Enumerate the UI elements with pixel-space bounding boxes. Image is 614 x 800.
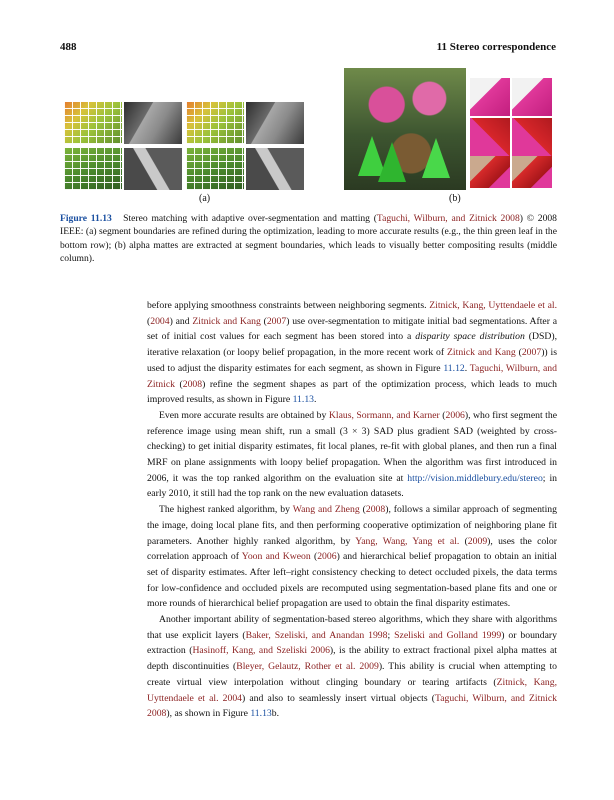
citation-link[interactable]: 2008 xyxy=(182,378,203,390)
figure-panel-b xyxy=(344,68,554,190)
cross-reference-link[interactable]: http://vision.middlebury.edu/stereo xyxy=(407,472,543,484)
caption-citation-link[interactable]: Taguchi, Wilburn, and Zitnick 2008 xyxy=(376,213,520,224)
citation-link[interactable]: 2006 xyxy=(317,551,337,563)
segmentation-image xyxy=(64,148,122,190)
paragraph-1 xyxy=(147,298,557,408)
text-run: Another important ability of segmentation-based stereo algorithms, which they share with algorithms that use explicit layers ( xyxy=(147,614,557,641)
citation-link[interactable]: Taguchi, Wilburn, and Zitnick xyxy=(147,362,557,390)
matte-closeup-image xyxy=(512,78,552,116)
matte-closeup-image xyxy=(470,156,510,188)
text-run: . xyxy=(314,394,317,406)
citation-link[interactable]: Zitnick and Kang xyxy=(192,315,261,327)
caption-text: ) © 2008 IEEE: (a) segment boundaries are refined during the optimization, leading to more accurate results (e.g., the thin green leaf in the bottom row); (b) alpha mattes are extracted at segment boundaries, which leads to visually better compositing results (middle column). xyxy=(60,213,557,265)
disparity-image xyxy=(124,102,182,144)
paragraph-3 xyxy=(147,502,557,612)
disparity-image xyxy=(124,148,182,190)
segmentation-image xyxy=(64,102,122,144)
citation-link[interactable]: Zitnick and Kang xyxy=(447,347,516,359)
text-run: ; xyxy=(387,629,395,641)
citation-link[interactable]: 2007 xyxy=(521,347,542,359)
text-run: )) is used to adjust the disparity estimates for each segment, as shown in Figure xyxy=(147,347,557,374)
citation-link[interactable]: Wang and Zheng xyxy=(292,504,360,516)
text-run: ( xyxy=(260,315,267,327)
paragraph-4 xyxy=(147,612,557,722)
text-run: before applying smoothness constraints between neighboring segments. xyxy=(147,300,430,311)
segmentation-image xyxy=(186,102,244,144)
citation-link[interactable]: 2004 xyxy=(150,315,170,327)
citation-link[interactable]: Yoon and Kweon xyxy=(241,551,311,563)
text-run: b. xyxy=(271,708,280,720)
text-run: ), uses the color correlation approach of xyxy=(147,535,558,563)
segmentation-image xyxy=(186,148,244,190)
disparity-image xyxy=(246,148,304,190)
body-text xyxy=(147,298,557,722)
caption-text: Stereo matching with adaptive over-segmentation and matting ( xyxy=(123,213,377,224)
page-number: 488 xyxy=(60,41,77,53)
text-run: ), follows a similar approach of segmenting the image, doing local plane fits, and then performing cooperative optimization of neighboring plane fit parameters. Another highly ranked algorithm, by xyxy=(147,504,557,547)
citation-link[interactable]: 2009 xyxy=(467,535,488,547)
citation-link[interactable]: Zitnick, Kang, Uyttendaele et al. 2004 xyxy=(147,676,557,704)
citation-link[interactable]: Szeliski and Golland 1999 xyxy=(394,629,502,641)
text-run: ( xyxy=(515,347,522,359)
running-header xyxy=(60,41,556,57)
text-run: ( xyxy=(359,504,366,516)
citation-link[interactable]: 2006 xyxy=(445,409,465,421)
text-run: ), who first segment the reference image using mean shift, run a small (3 × 3) SAD plus gradient SAD (weighted by cross-checking) to get initial disparity estimates, fit local planes, re-fit with global planes, and then run a final MRF on plane assignments with loopy belief propagation. When the algorithm was first introduced in 2006, it was the top ranked algorithm on the evaluation site at xyxy=(147,409,558,484)
citation-link[interactable]: Zitnick, Kang, Uyttendaele et al. xyxy=(429,300,558,311)
text-run: ). This ability is crucial when attempting to create virtual view interpolation without clinging boundary or tearing artifacts ( xyxy=(147,661,558,688)
composite-scene-image xyxy=(344,68,466,190)
text-run: ( xyxy=(174,378,183,390)
figure-panel-a xyxy=(64,102,304,190)
text-run: ), is the ability to extract fractional pixel alpha mattes at depth discontinuities ( xyxy=(147,645,557,673)
citation-link[interactable]: 2007 xyxy=(266,315,287,327)
inserted-tree-shape xyxy=(422,138,450,178)
text-run: ; in early 2010, it still had the top rank on the new evaluation datasets. xyxy=(147,472,557,500)
cross-reference-link[interactable]: 11.13 xyxy=(292,394,315,406)
subfigure-label-b: (b) xyxy=(449,193,461,204)
citation-link[interactable]: Yang, Wang, Yang et al. xyxy=(355,535,460,547)
emphasized-text: disparity space distribution xyxy=(415,331,525,343)
cross-reference-link[interactable]: 11.13 xyxy=(250,708,272,720)
subfigure-label-a: (a) xyxy=(199,193,211,204)
citation-link[interactable]: Hasinoff, Kang, and Szeliski 2006 xyxy=(192,645,330,657)
chapter-title: 11 Stereo correspondence xyxy=(436,41,556,53)
citation-link[interactable]: Baker, Szeliski, and Anandan 1998 xyxy=(245,629,388,641)
matte-closeup-image xyxy=(470,78,510,116)
disparity-image xyxy=(246,102,304,144)
text-run: ), as shown in Figure xyxy=(166,708,251,720)
text-run: ) and xyxy=(169,315,193,327)
cross-reference-link[interactable]: 11.12 xyxy=(443,362,465,374)
text-run: ( xyxy=(439,409,446,421)
figure-caption xyxy=(60,212,557,266)
citation-link[interactable]: Taguchi, Wilburn, and Zitnick 2008 xyxy=(147,692,557,720)
text-run: . xyxy=(464,362,470,374)
matte-closeup-image xyxy=(512,156,552,188)
text-run: ( xyxy=(459,535,468,547)
citation-link[interactable]: 2008 xyxy=(365,504,386,516)
text-run: ( xyxy=(310,551,318,563)
text-run: Even more accurate results are obtained by xyxy=(159,409,329,421)
caption-label: Figure 11.13 xyxy=(60,213,112,224)
text-run: ) and hierarchical belief propagation to obtain an initial set of disparity estimates. After left–right consistency checking to detect occluded pixels, the data terms for low-confidence and occluded pixels are recomputed using segmentation-based plane fits and one or more rounds of hierarchical belief propagation are used to obtain the final disparity estimates. xyxy=(147,551,557,610)
text-run: ) and also to seamlessly insert virtual objects ( xyxy=(242,692,435,704)
text-run: ) or boundary extraction ( xyxy=(147,629,557,657)
text-run: ) use over-segmentation to mitigate initial bad segmentations. After a set of initial cost values for each segment has been stored into a xyxy=(147,315,558,343)
text-run: ) refine the segment shapes as part of the optimization process, which leads to much improved results, as shown in Figure xyxy=(147,378,557,406)
citation-link[interactable]: Bleyer, Gelautz, Rother et al. 2009 xyxy=(236,661,379,673)
matte-closeup-image xyxy=(512,118,552,156)
paragraph-2 xyxy=(147,408,557,502)
citation-link[interactable]: Klaus, Sormann, and Karner xyxy=(328,409,440,421)
text-run: ( xyxy=(147,315,151,327)
matte-closeup-image xyxy=(470,118,510,156)
text-run: (DSD), iterative relaxation (or loopy belief propagation, in the more recent work of xyxy=(147,331,557,359)
inserted-tree-shape xyxy=(378,142,406,182)
text-run: The highest ranked algorithm, by xyxy=(159,504,293,516)
